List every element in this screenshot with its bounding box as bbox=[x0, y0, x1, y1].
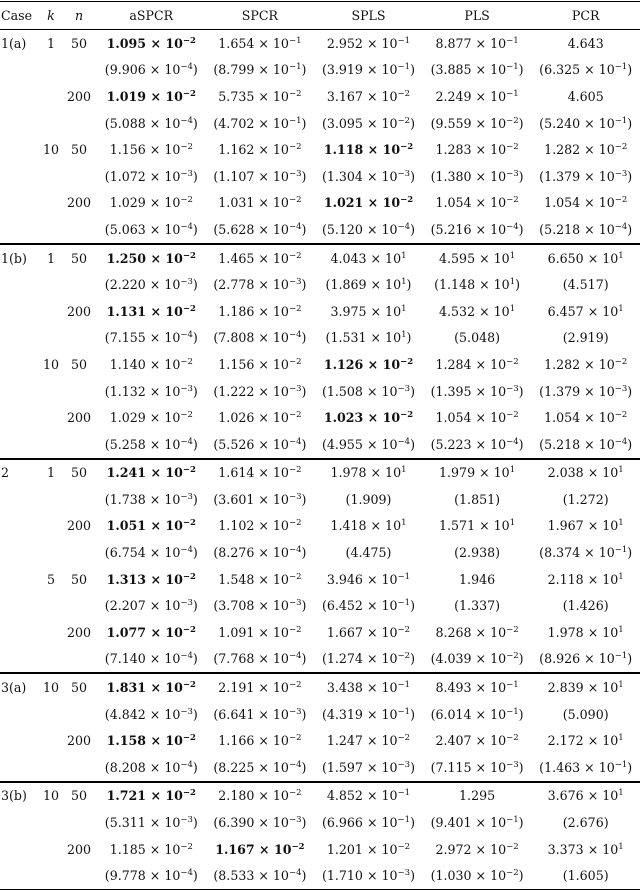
table-cell-value: $1.054 \times 10^{-2}$ bbox=[544, 410, 628, 426]
table-cell-se: $(8.926 \times 10^{-1})$ bbox=[539, 651, 633, 667]
table-cell-value: $1.721 \times 10^{-2}$ bbox=[97, 782, 206, 810]
table-row bbox=[0, 190, 640, 217]
table-cell-se: (1.909) bbox=[345, 491, 392, 507]
row-k bbox=[41, 727, 61, 754]
table-cell-se: $(9.401 \times 10^{-1})$ bbox=[430, 815, 524, 831]
row-n: 200 bbox=[66, 518, 92, 534]
col-header-pls: PLS bbox=[423, 2, 532, 30]
empty-cell bbox=[41, 325, 61, 352]
row-k bbox=[41, 190, 61, 217]
table-cell-se: $(1.508 \times 10^{-3})$ bbox=[321, 383, 415, 399]
empty-cell bbox=[41, 862, 61, 889]
table-cell-se: $(4.702 \times 10^{-1})$ bbox=[213, 115, 307, 131]
table-cell-value: $1.284 \times 10^{-2}$ bbox=[435, 356, 519, 372]
table-cell-value: $8.877 \times 10^{-1}$ bbox=[435, 35, 519, 51]
empty-cell bbox=[41, 163, 61, 190]
table-cell-value: $1.095 \times 10^{-2}$ bbox=[106, 35, 196, 51]
empty-cell bbox=[41, 271, 61, 298]
table-cell-se: $(3.708 \times 10^{-3})$ bbox=[213, 598, 307, 614]
table-row-se bbox=[0, 754, 640, 782]
row-k: 10 bbox=[42, 356, 60, 372]
table-row bbox=[0, 404, 640, 431]
table-cell-se: $(8.276 \times 10^{-4})$ bbox=[213, 545, 307, 561]
table-cell-se: $(1.107 \times 10^{-3})$ bbox=[213, 168, 307, 184]
empty-cell bbox=[0, 57, 41, 84]
table-cell-se: $(5.218 \times 10^{-4})$ bbox=[539, 221, 633, 237]
table-cell-se: $(8.799 \times 10^{-1})$ bbox=[213, 62, 307, 78]
table-cell-value: $1.313 \times 10^{-2}$ bbox=[106, 571, 196, 587]
table-cell-se: $(1.463 \times 10^{-1})$ bbox=[539, 759, 633, 775]
table-cell-value: $1.019 \times 10^{-2}$ bbox=[106, 88, 196, 104]
table-cell-se: $(3.095 \times 10^{-2})$ bbox=[321, 115, 415, 131]
table-cell-se: $(1.072 \times 10^{-3})$ bbox=[104, 168, 198, 184]
table-cell-value: $4.852 \times 10^{-1}$ bbox=[314, 782, 423, 810]
row-n: 50 bbox=[61, 782, 97, 810]
table-cell-se: $(1.738 \times 10^{-3})$ bbox=[104, 491, 198, 507]
table-cell-se: (2.919) bbox=[562, 330, 609, 346]
table-cell-value: $1.967 \times 10^1$ bbox=[547, 518, 624, 534]
table-cell-value: $3.975 \times 10^1$ bbox=[330, 303, 407, 319]
table-cell-value: $1.031 \times 10^{-2}$ bbox=[218, 195, 302, 211]
table-row-se bbox=[0, 592, 640, 619]
table-cell-value: $1.166 \times 10^{-2}$ bbox=[218, 733, 302, 749]
table-cell-value: $1.156 \times 10^{-2}$ bbox=[218, 356, 302, 372]
table-cell-value: $1.126 \times 10^{-2}$ bbox=[323, 356, 414, 372]
table-row-se bbox=[0, 378, 640, 405]
table-cell-value: $1.654 \times 10^{-1}$ bbox=[218, 35, 302, 51]
row-case bbox=[0, 190, 41, 217]
results-table bbox=[0, 1, 640, 890]
table-cell-se: $(2.778 \times 10^{-3})$ bbox=[213, 277, 307, 293]
table-cell-se: $(1.531 \times 10^1)$ bbox=[325, 330, 412, 346]
table-cell-value: 4.643 bbox=[567, 35, 604, 51]
table-cell-value: $1.282 \times 10^{-2}$ bbox=[544, 142, 628, 158]
table-cell-se: $(8.225 \times 10^{-4})$ bbox=[213, 759, 307, 775]
table-cell-value: $6.457 \times 10^1$ bbox=[547, 303, 624, 319]
empty-cell bbox=[41, 110, 61, 137]
table-cell-se: $(5.258 \times 10^{-4})$ bbox=[104, 436, 198, 452]
table-row-se bbox=[0, 486, 640, 513]
col-header-pcr: PCR bbox=[531, 2, 640, 30]
table-cell-value: $3.438 \times 10^{-1}$ bbox=[314, 673, 423, 701]
table-cell-value: $2.952 \times 10^{-1}$ bbox=[326, 35, 411, 51]
empty-cell bbox=[61, 325, 97, 352]
table-row-se bbox=[0, 57, 640, 84]
table-cell-value: $8.268 \times 10^{-2}$ bbox=[435, 624, 519, 640]
empty-cell bbox=[61, 110, 97, 137]
table-row bbox=[0, 513, 640, 540]
table-cell-se: (4.517) bbox=[562, 277, 609, 293]
table-row bbox=[0, 298, 640, 325]
empty-cell bbox=[61, 216, 97, 244]
empty-cell bbox=[0, 325, 41, 352]
empty-cell bbox=[61, 163, 97, 190]
table-cell-value: $1.418 \times 10^1$ bbox=[330, 518, 407, 534]
empty-cell bbox=[0, 809, 41, 836]
table-cell-value: $1.571 \times 10^1$ bbox=[439, 518, 516, 534]
table-row bbox=[0, 727, 640, 754]
table-cell-value: $1.131 \times 10^{-2}$ bbox=[106, 303, 196, 319]
row-n: 50 bbox=[61, 244, 97, 272]
empty-cell bbox=[41, 57, 61, 84]
empty-cell bbox=[61, 809, 97, 836]
row-case bbox=[0, 619, 41, 646]
table-cell-se: $(1.030 \times 10^{-2})$ bbox=[423, 862, 532, 889]
table-cell-value: $1.054 \times 10^{-2}$ bbox=[544, 195, 628, 211]
table-cell-se: $(5.216 \times 10^{-4})$ bbox=[430, 221, 524, 237]
table-cell-se: $(1.379 \times 10^{-3})$ bbox=[539, 383, 633, 399]
row-n: 50 bbox=[61, 459, 97, 487]
table-row bbox=[0, 619, 640, 646]
row-k: 1 bbox=[46, 35, 55, 51]
table-cell-value: $1.140 \times 10^{-2}$ bbox=[109, 356, 193, 372]
table-cell-se: $(8.533 \times 10^{-4})$ bbox=[206, 862, 315, 889]
table-cell-value: $2.118 \times 10^1$ bbox=[547, 571, 624, 587]
row-k: 1 bbox=[41, 244, 61, 272]
table-cell-se: $(1.395 \times 10^{-3})$ bbox=[430, 383, 524, 399]
table-cell-se: (1.272) bbox=[562, 491, 609, 507]
table-cell-value: $2.839 \times 10^1$ bbox=[531, 673, 640, 701]
empty-cell bbox=[61, 592, 97, 619]
empty-cell bbox=[41, 431, 61, 459]
empty-cell bbox=[41, 646, 61, 674]
table-cell-value: $1.247 \times 10^{-2}$ bbox=[326, 733, 411, 749]
row-k: 10 bbox=[41, 782, 61, 810]
table-cell-value: $1.185 \times 10^{-2}$ bbox=[109, 841, 193, 857]
row-k bbox=[41, 619, 61, 646]
table-cell-se: $(1.148 \times 10^1)$ bbox=[434, 277, 521, 293]
table-cell-value: $1.091 \times 10^{-2}$ bbox=[218, 624, 302, 640]
row-k: 10 bbox=[42, 142, 60, 158]
row-case bbox=[0, 836, 41, 863]
row-case bbox=[0, 513, 41, 540]
empty-cell bbox=[0, 539, 41, 566]
table-cell-se: $(9.559 \times 10^{-2})$ bbox=[430, 115, 524, 131]
empty-cell bbox=[0, 592, 41, 619]
table-cell-value: $1.051 \times 10^{-2}$ bbox=[106, 518, 196, 534]
empty-cell bbox=[61, 539, 97, 566]
table-cell-se: $(7.140 \times 10^{-4})$ bbox=[104, 651, 198, 667]
table-row-se bbox=[0, 539, 640, 566]
table-cell-se: $(4.039 \times 10^{-2})$ bbox=[430, 651, 524, 667]
table-cell-se: $(8.208 \times 10^{-4})$ bbox=[104, 759, 198, 775]
table-row bbox=[0, 459, 640, 487]
row-n: 50 bbox=[70, 35, 88, 51]
table-cell-se: $(6.452 \times 10^{-1})$ bbox=[321, 598, 415, 614]
row-case bbox=[0, 298, 41, 325]
table-cell-value: $2.180 \times 10^{-2}$ bbox=[206, 782, 315, 810]
table-row-se bbox=[0, 216, 640, 244]
col-header-spls: SPLS bbox=[314, 2, 423, 30]
table-row-se bbox=[0, 701, 640, 728]
table-cell-se: $(5.240 \times 10^{-1})$ bbox=[539, 115, 633, 131]
empty-cell bbox=[41, 809, 61, 836]
empty-cell bbox=[41, 701, 61, 728]
table-cell-se: $(7.115 \times 10^{-3})$ bbox=[430, 759, 524, 775]
row-case: 3(a) bbox=[0, 673, 41, 701]
table-cell-value: $1.283 \times 10^{-2}$ bbox=[435, 142, 519, 158]
table-cell-value: $1.186 \times 10^{-2}$ bbox=[218, 303, 302, 319]
empty-cell bbox=[41, 754, 61, 782]
table-row-se bbox=[0, 271, 640, 298]
row-case bbox=[0, 83, 41, 110]
empty-cell bbox=[0, 486, 41, 513]
row-n: 200 bbox=[66, 88, 92, 104]
table-cell-se: $(6.390 \times 10^{-3})$ bbox=[213, 815, 307, 831]
table-cell-value: $8.493 \times 10^{-1}$ bbox=[423, 673, 532, 701]
table-row bbox=[0, 351, 640, 378]
empty-cell bbox=[61, 646, 97, 674]
row-k bbox=[41, 836, 61, 863]
table-cell-value: $1.029 \times 10^{-2}$ bbox=[109, 410, 193, 426]
row-n: 200 bbox=[66, 410, 92, 426]
row-n: 200 bbox=[66, 195, 92, 211]
table-cell-value: 1.946 bbox=[459, 571, 496, 587]
table-cell-se: $(3.885 \times 10^{-1})$ bbox=[430, 62, 524, 78]
table-cell-value: $2.972 \times 10^{-2}$ bbox=[435, 841, 519, 857]
empty-cell bbox=[61, 57, 97, 84]
row-k bbox=[41, 83, 61, 110]
row-case bbox=[0, 404, 41, 431]
table-cell-se: $(6.641 \times 10^{-3})$ bbox=[213, 706, 307, 722]
row-case bbox=[0, 136, 41, 163]
empty-cell bbox=[61, 271, 97, 298]
table-cell-se: $(3.601 \times 10^{-3})$ bbox=[213, 491, 307, 507]
table-cell-value: $3.946 \times 10^{-1}$ bbox=[326, 571, 411, 587]
table-cell-se: (2.676) bbox=[562, 815, 609, 831]
table-cell-value: $1.026 \times 10^{-2}$ bbox=[218, 410, 302, 426]
table-row-se bbox=[0, 431, 640, 459]
table-row-se bbox=[0, 325, 640, 352]
table-cell-value: $1.465 \times 10^{-2}$ bbox=[206, 244, 315, 272]
table-cell-value: $1.978 \times 10^1$ bbox=[547, 624, 624, 640]
row-case bbox=[0, 566, 41, 593]
table-cell-value: $2.249 \times 10^{-1}$ bbox=[435, 88, 519, 104]
table-cell-se: $(1.710 \times 10^{-3})$ bbox=[314, 862, 423, 889]
table-cell-value: $1.978 \times 10^1$ bbox=[314, 459, 423, 487]
table-cell-se: $(5.218 \times 10^{-4})$ bbox=[539, 436, 633, 452]
empty-cell bbox=[0, 216, 41, 244]
table-cell-se: $(6.966 \times 10^{-1})$ bbox=[321, 815, 415, 831]
table-row-se bbox=[0, 809, 640, 836]
table-body bbox=[0, 30, 640, 890]
table-cell-value: $1.054 \times 10^{-2}$ bbox=[435, 410, 519, 426]
empty-cell bbox=[41, 216, 61, 244]
table-row-se bbox=[0, 163, 640, 190]
table-cell-se: $(5.628 \times 10^{-4})$ bbox=[213, 221, 307, 237]
table-row bbox=[0, 836, 640, 863]
table-cell-value: $2.172 \times 10^1$ bbox=[547, 733, 624, 749]
empty-cell bbox=[61, 431, 97, 459]
table-cell-value: $1.979 \times 10^1$ bbox=[423, 459, 532, 487]
table-cell-se: $(6.325 \times 10^{-1})$ bbox=[539, 62, 633, 78]
table-row-se bbox=[0, 646, 640, 674]
table-cell-se: $(6.014 \times 10^{-1})$ bbox=[430, 706, 524, 722]
col-header-n: n bbox=[61, 2, 97, 30]
table-cell-se: $(1.379 \times 10^{-3})$ bbox=[539, 168, 633, 184]
table-cell-value: $4.532 \times 10^1$ bbox=[439, 303, 516, 319]
table-cell-value: $1.250 \times 10^{-2}$ bbox=[97, 244, 206, 272]
empty-cell bbox=[0, 271, 41, 298]
table-cell-value: $1.077 \times 10^{-2}$ bbox=[106, 624, 196, 640]
table-cell-value: $5.735 \times 10^{-2}$ bbox=[218, 88, 302, 104]
table-cell-se: $(4.955 \times 10^{-4})$ bbox=[321, 436, 415, 452]
table-cell-se: $(1.304 \times 10^{-3})$ bbox=[321, 168, 415, 184]
empty-cell bbox=[41, 378, 61, 405]
table-row bbox=[0, 136, 640, 163]
table-cell-se: $(5.526 \times 10^{-4})$ bbox=[213, 436, 307, 452]
row-k: 1 bbox=[41, 459, 61, 487]
table-cell-value: $1.162 \times 10^{-2}$ bbox=[218, 142, 302, 158]
empty-cell bbox=[41, 592, 61, 619]
table-cell-value: $4.595 \times 10^1$ bbox=[423, 244, 532, 272]
table-cell-se: (4.475) bbox=[345, 545, 392, 561]
table-cell-se: $(9.778 \times 10^{-4})$ bbox=[97, 862, 206, 889]
table-cell-se: $(8.374 \times 10^{-1})$ bbox=[539, 545, 633, 561]
empty-cell bbox=[0, 163, 41, 190]
table-cell-se: $(5.120 \times 10^{-4})$ bbox=[321, 221, 415, 237]
table-cell-se: $(1.380 \times 10^{-3})$ bbox=[430, 168, 524, 184]
table-row bbox=[0, 30, 640, 57]
row-case: 1(b) bbox=[0, 244, 41, 272]
empty-cell bbox=[0, 110, 41, 137]
row-k bbox=[41, 298, 61, 325]
table-row-se bbox=[0, 110, 640, 137]
table-cell-value: $1.158 \times 10^{-2}$ bbox=[106, 733, 196, 749]
row-n: 50 bbox=[70, 142, 88, 158]
table-cell-value: $1.614 \times 10^{-2}$ bbox=[206, 459, 315, 487]
table-cell-value: $1.029 \times 10^{-2}$ bbox=[109, 195, 193, 211]
table-cell-value: $1.023 \times 10^{-2}$ bbox=[323, 410, 414, 426]
table-row bbox=[0, 673, 640, 701]
row-n: 200 bbox=[66, 733, 92, 749]
row-n: 50 bbox=[61, 673, 97, 701]
table-cell-se: $(1.869 \times 10^1)$ bbox=[325, 277, 412, 293]
empty-cell bbox=[61, 754, 97, 782]
col-header-case: Case bbox=[0, 2, 41, 30]
col-header-spcr: SPCR bbox=[206, 2, 315, 30]
table-cell-value: $1.156 \times 10^{-2}$ bbox=[109, 142, 193, 158]
table-cell-value: $6.650 \times 10^1$ bbox=[531, 244, 640, 272]
table-cell-se: $(3.919 \times 10^{-1})$ bbox=[321, 62, 415, 78]
row-n: 50 bbox=[70, 571, 88, 587]
table-cell-se: $(4.842 \times 10^{-3})$ bbox=[104, 706, 198, 722]
header-row bbox=[0, 2, 640, 30]
table-cell-se: $(6.754 \times 10^{-4})$ bbox=[104, 545, 198, 561]
table-cell-value: $3.167 \times 10^{-2}$ bbox=[326, 88, 411, 104]
table-cell-value: $3.676 \times 10^1$ bbox=[531, 782, 640, 810]
table-cell-se: $(5.063 \times 10^{-4})$ bbox=[104, 221, 198, 237]
col-header-k: k bbox=[41, 2, 61, 30]
table-cell-value: $1.102 \times 10^{-2}$ bbox=[218, 518, 302, 534]
table-cell-value: $1.201 \times 10^{-2}$ bbox=[326, 841, 411, 857]
table-cell-se: $(5.311 \times 10^{-3})$ bbox=[104, 815, 198, 831]
empty-cell bbox=[0, 378, 41, 405]
row-case: 2 bbox=[0, 459, 41, 487]
table-row bbox=[0, 782, 640, 810]
table-cell-value: $1.831 \times 10^{-2}$ bbox=[97, 673, 206, 701]
empty-cell bbox=[41, 486, 61, 513]
row-case: 1(a) bbox=[1, 35, 27, 51]
table-cell-se: $(9.906 \times 10^{-4})$ bbox=[104, 62, 198, 78]
table-cell-value: $1.548 \times 10^{-2}$ bbox=[218, 571, 302, 587]
empty-cell bbox=[0, 646, 41, 674]
table-cell-value: 4.605 bbox=[567, 88, 604, 104]
table-cell-se: (1.605) bbox=[531, 862, 640, 889]
table-cell-se: $(7.808 \times 10^{-4})$ bbox=[213, 330, 307, 346]
empty-cell bbox=[0, 862, 41, 889]
table-row bbox=[0, 566, 640, 593]
table-cell-value: $1.021 \times 10^{-2}$ bbox=[323, 195, 414, 211]
empty-cell bbox=[61, 486, 97, 513]
row-n: 200 bbox=[66, 841, 92, 857]
row-n: 200 bbox=[66, 624, 92, 640]
empty-cell bbox=[41, 539, 61, 566]
empty-cell bbox=[0, 431, 41, 459]
row-n: 200 bbox=[66, 303, 92, 319]
table-cell-se: $(5.088 \times 10^{-4})$ bbox=[104, 115, 198, 131]
row-k: 10 bbox=[41, 673, 61, 701]
table-cell-se: $(1.222 \times 10^{-3})$ bbox=[213, 383, 307, 399]
empty-cell bbox=[61, 378, 97, 405]
row-k bbox=[41, 513, 61, 540]
table-cell-se: (1.426) bbox=[562, 598, 609, 614]
table-cell-se: $(1.597 \times 10^{-3})$ bbox=[321, 759, 415, 775]
table-cell-se: $(7.155 \times 10^{-4})$ bbox=[104, 330, 198, 346]
table-row bbox=[0, 83, 640, 110]
table-cell-se: $(7.768 \times 10^{-4})$ bbox=[213, 651, 307, 667]
table-cell-value: $1.054 \times 10^{-2}$ bbox=[435, 195, 519, 211]
empty-cell bbox=[61, 701, 97, 728]
row-k bbox=[41, 404, 61, 431]
table-row-se bbox=[0, 862, 640, 889]
table-cell-value: $1.167 \times 10^{-2}$ bbox=[215, 841, 305, 857]
table-cell-value: $1.118 \times 10^{-2}$ bbox=[323, 142, 414, 158]
row-case bbox=[0, 727, 41, 754]
empty-cell bbox=[0, 754, 41, 782]
table-cell-se: $(2.220 \times 10^{-3})$ bbox=[104, 277, 198, 293]
table-cell-value: 1.295 bbox=[423, 782, 532, 810]
table-cell-se: $(4.319 \times 10^{-1})$ bbox=[321, 706, 415, 722]
table-cell-value: $2.191 \times 10^{-2}$ bbox=[206, 673, 315, 701]
table-cell-value: $3.373 \times 10^1$ bbox=[547, 841, 624, 857]
table-cell-value: $4.043 \times 10^1$ bbox=[314, 244, 423, 272]
row-case bbox=[0, 351, 41, 378]
table-cell-value: $1.282 \times 10^{-2}$ bbox=[544, 356, 628, 372]
table-cell-se: (1.337) bbox=[454, 598, 501, 614]
table-cell-se: (2.938) bbox=[454, 545, 501, 561]
row-n: 50 bbox=[70, 356, 88, 372]
table-cell-value: $2.407 \times 10^{-2}$ bbox=[435, 733, 519, 749]
table-cell-value: $2.038 \times 10^1$ bbox=[531, 459, 640, 487]
table-cell-se: $(1.274 \times 10^{-2})$ bbox=[321, 651, 415, 667]
table-cell-se: $(1.132 \times 10^{-3})$ bbox=[104, 383, 198, 399]
table-cell-se: (1.851) bbox=[454, 491, 501, 507]
table-row bbox=[0, 244, 640, 272]
row-case: 3(b) bbox=[0, 782, 41, 810]
table-cell-se: $(2.207 \times 10^{-3})$ bbox=[104, 598, 198, 614]
row-k: 5 bbox=[46, 571, 55, 587]
table-cell-se: (5.048) bbox=[454, 330, 501, 346]
table-cell-value: $1.241 \times 10^{-2}$ bbox=[97, 459, 206, 487]
table-cell-se: (5.090) bbox=[562, 706, 609, 722]
empty-cell bbox=[61, 862, 97, 889]
empty-cell bbox=[0, 701, 41, 728]
table-cell-value: $1.667 \times 10^{-2}$ bbox=[326, 624, 411, 640]
col-header-aspcr: aSPCR bbox=[97, 2, 206, 30]
table-cell-se: $(5.223 \times 10^{-4})$ bbox=[430, 436, 524, 452]
